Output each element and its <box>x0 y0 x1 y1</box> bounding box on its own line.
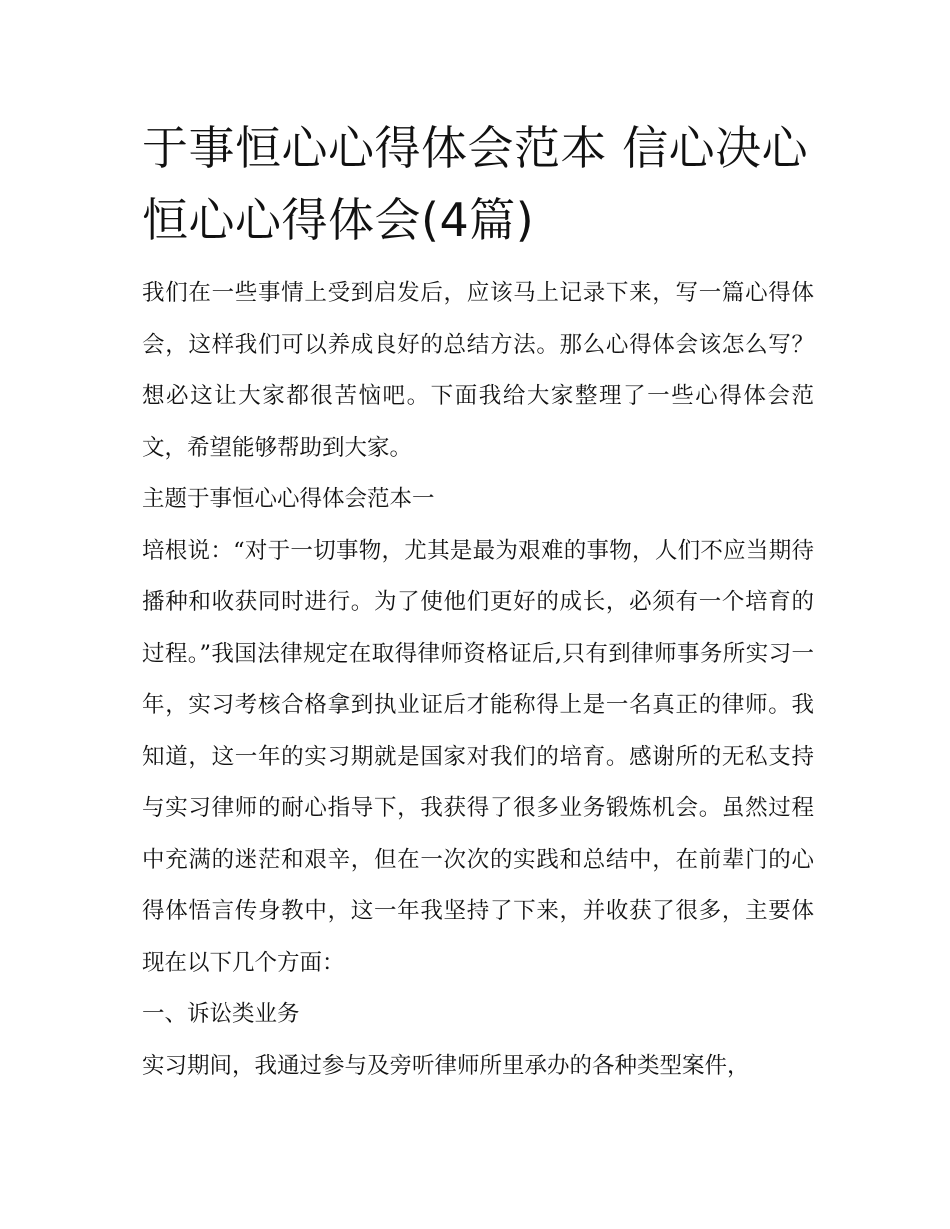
document-title: 于事恒心心得体会范本 信心决心恒心心得体会(4篇) <box>142 121 809 247</box>
body-paragraph-1: 培根说：“对于一切事物，尤其是最为艰难的事物，人们不应当期待播种和收获同时进行。为了使他们更好的成长，必须有一个培育的过程。”我国法律规定在取得律师资格证后,只有到律师事务所实习一年，实习考核合格拿到执业证后才能称得上是一名真正的律师。我知道，这一年的实习期就是国家对我们的培育。感谢所的无私支持与实习律师的耐心指导下，我获得了很多业务锻炼机会。虽然过程中充满的迷茫和艰辛，但在一次次的实践和总结中，在前辈门的心得体悟言传身教中，这一年我坚持了下来，并收获了很多，主要体现在以下几个方面： <box>142 537 814 976</box>
body-paragraph-2: 实习期间，我通过参与及旁听律师所里承办的各种类型案件， <box>142 1052 750 1079</box>
subheading-litigation: 一、诉讼类业务 <box>142 1001 300 1027</box>
document-page <box>142 112 814 1092</box>
section-title: 主题于事恒心心得体会范本一 <box>142 486 435 512</box>
intro-paragraph: 我们在一些事情上受到启发后，应该马上记录下来，写一篇心得体会，这样我们可以养成良好的总结方法。那么心得体会该怎么写？想必这让大家都很苦恼吧。下面我给大家整理了一些心得体会范文，希望能够帮助到大家。 <box>142 280 814 461</box>
